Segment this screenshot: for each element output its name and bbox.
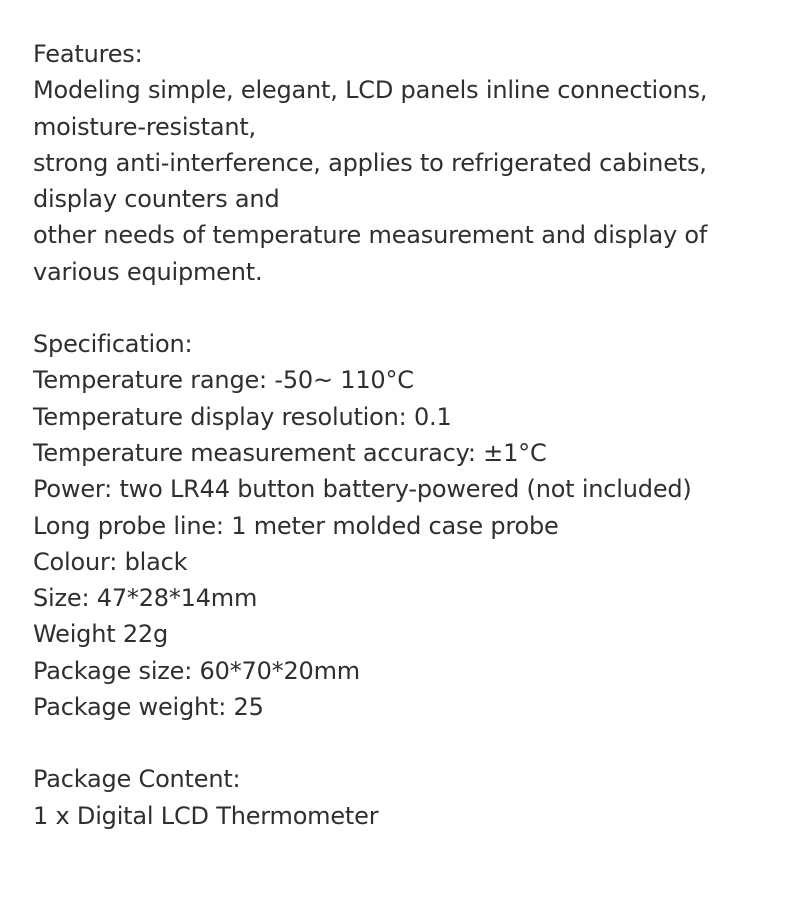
features-section: [33, 36, 773, 290]
spec-colour: Colour: black: [33, 547, 188, 576]
spec-package-size: Package size: 60*70*20mm: [33, 656, 360, 685]
spec-weight: Weight 22g: [33, 620, 169, 649]
spec-display-resolution: Temperature display resolution: 0.1: [33, 402, 452, 431]
specification-section: [33, 326, 773, 725]
features-heading: Features:: [33, 40, 143, 68]
package-content-heading: Package Content:: [33, 765, 241, 794]
specification-heading: Specification:: [33, 330, 193, 359]
spec-size: Size: 47*28*14mm: [33, 584, 258, 613]
features-line: strong anti-interference, applies to refrigerated cabinets,: [33, 148, 707, 177]
spec-package-weight: Package weight: 25: [33, 693, 264, 722]
features-line: moisture-resistant,: [33, 112, 256, 141]
features-line: various equipment.: [33, 257, 263, 286]
package-content-item: 1 x Digital LCD Thermometer: [33, 801, 379, 830]
spec-measurement-accuracy: Temperature measurement accuracy: ±1°C: [33, 438, 547, 467]
features-line: Modeling simple, elegant, LCD panels inline connections,: [33, 76, 708, 105]
spec-power: Power: two LR44 button battery-powered (not included): [33, 475, 692, 504]
features-line: other needs of temperature measurement and display of: [33, 221, 708, 250]
features-line: display counters and: [33, 185, 280, 214]
package-content-section: [33, 761, 773, 834]
spec-probe-line: Long probe line: 1 meter molded case probe: [33, 511, 559, 540]
spec-temperature-range: Temperature range: -50~ 110°C: [33, 366, 414, 395]
